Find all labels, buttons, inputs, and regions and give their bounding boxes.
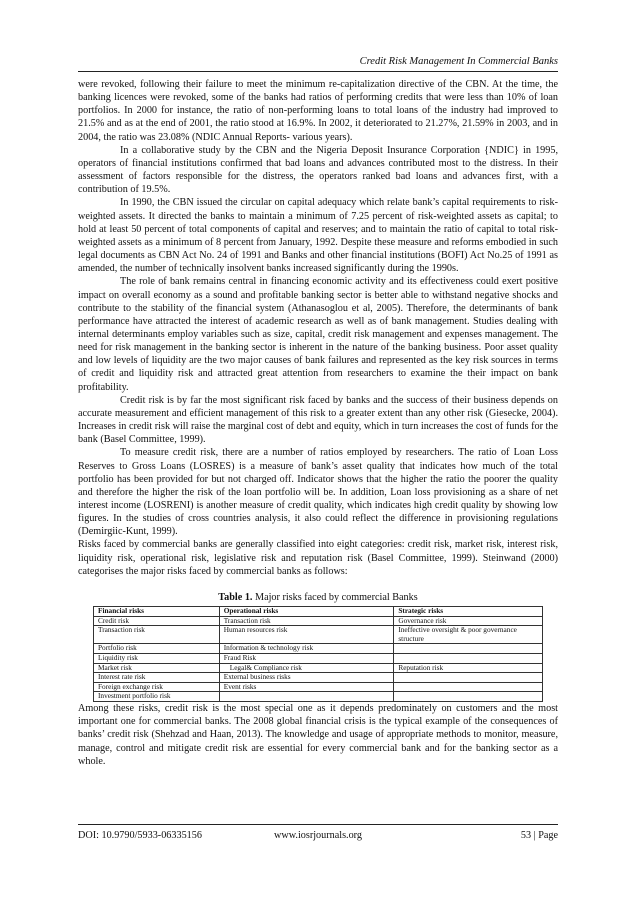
paragraph-ndic-study: In a collaborative study by the CBN and the Nigeria Deposit Insurance Corporation {NDIC} in 1995, operators of financial institutions confirmed that bad loans and advances contributed most to the distress. In their assessment of factors responsible for the distress, the operators ranked bad loans and advances first, with a contribution of 19.5%. [78,144,558,196]
risks-table [93,606,543,702]
running-title: Credit Risk Management In Commercial Banks [359,56,558,67]
table-cell: Information & technology risk [219,644,394,654]
table-cell: External business risks [219,673,394,683]
table-row [94,663,543,673]
table-row [94,673,543,683]
table-caption-label: Table 1. [218,591,253,603]
journal-url: www.iosrjournals.org [273,830,362,841]
table-cell: Reputation risk [394,663,543,673]
paragraph-closing: Among these risks, credit risk is the most special one as it depends predominately on customers and the most important one for commercial banks. The 2008 global financial crisis is the typical example of the consequences of banks’ credit risk (Shehzad and Haan, 2013). The knowledge and usage of appropriate methods to monitor, measure, manage, control and mitigate credit risk are essential for every commercial bank and for the banking sector as a whole. [78,703,558,767]
table-cell [219,692,394,702]
paragraph-capital-adequacy: In 1990, the CBN issued the circular on capital adequacy which relate bank’s capital requirements to risk-weighted assets. It directed the banks to maintain a minimum of 7.25 percent of risk-weighted assets as capital; to hold at least 50 percent of total components of capital and reserves; and to maintain the ratio of capital to total risk-weighted assets as a minimum of 8 percent from January, 1992. Despite these measure and reforms embodied in such legal documents as CBN Act No. 24 of 1991 and Banks and other financial institutions (BOFI) Act No.25 of 1991 as amended, the number of technically insolvent banks increased significantly during the 1990s. [78,197,558,275]
table-cell: Ineffective oversight & poor governance structure [394,626,543,644]
table-cell: Fraud Risk [219,654,394,664]
table-row [94,692,543,702]
table-header-row [94,607,543,617]
table-cell [394,692,543,702]
table-caption-text: Major risks faced by commercial Banks [252,591,418,603]
table-header-strategic: Strategic risks [394,607,543,617]
table-cell [394,654,543,664]
paragraph-risk-categories: Risks faced by commercial banks are generally classified into eight categories: credit risk, market risk, interest risk, liquidity risk, operational risk, legislative risk and reputation risk (Basel Committee, 1999). Steinwand (2000) categorises the major risks faced by commercial banks as follows: [78,539,558,577]
article-body [78,78,558,768]
table-cell: Portfolio risk [94,644,220,654]
paragraph-continuation: were revoked, following their failure to meet the minimum re-capitalization directive of the CBN. At the time, the banking licences were revoked, some of the banks had ratios of performing credits that were less than 10% of loan portfolios. In 2000 for instance, the ratio of non-performing loans to total loans of the industry had improved to 21.5% and as at the end of 2001, the ratio stood at 16.9%. In 2002, it deteriorated to 21.27%, 21.59% in 2003, and in 2004, the ratio was 23.08% (NDIC Annual Reports- various years). [78,79,558,143]
table-caption [78,591,558,604]
table-cell: Credit risk [94,616,220,626]
table-cell: Human resources risk [219,626,394,644]
table-cell [394,673,543,683]
page-number: 53 | Page [520,830,558,841]
table-header-operational: Operational risks [219,607,394,617]
table-cell: Liquidity risk [94,654,220,664]
table-cell: Transaction risk [219,616,394,626]
table-cell: Interest rate risk [94,673,220,683]
table-cell [394,644,543,654]
doi-label: DOI: 10.9790/5933-06335156 [78,830,202,841]
table-cell: Market risk [94,663,220,673]
paragraph-bank-role: The role of bank remains central in financing economic activity and its effectiveness could exert positive impact on overall economy as a sound and profitable banking sector is better able to withstand negative shocks and contribute to the stability of the financial system (Athanasoglou et al, 2005). Therefore, the determinants of bank performance have attracted the interest of academic research as well as of bank management. Studies dealing with internal determinants employ variables such as size, capital, credit risk management and expenses management. The need for risk management in the banking sector is inherent in the nature of the banking business. Poor asset quality and low levels of liquidity are the two major causes of bank failures and represented as the key risk sources in terms of credit and liquidity risk and attracted great attention from researchers to examine the their impact on bank profitability. [78,276,558,393]
paragraph-risk-ratios: To measure credit risk, there are a number of ratios employed by researchers. The ratio of Loan Loss Reserves to Gross Loans (LOSRES) is a measure of bank’s asset quality that indicates how much of the total portfolio has been provided for but not charged off. Indicator shows that the higher the ratio the poorer the quality and therefore the higher the risk of the loan portfolio will be. In addition, Loan loss provisioning as a share of net interest income (LOSRENI) is another measure of credit quality, which indicates high credit quality by showing low figures. In the studies of cross countries analysis, it also could reflect the difference in provisioning regulations (Demirgiic-Kunt, 1999). [78,447,558,538]
table-cell [394,682,543,692]
table-cell: Transaction risk [94,626,220,644]
table-cell: Legal& Compliance risk [219,663,394,673]
footer-divider [78,824,558,825]
header-divider [78,71,558,72]
table-row [94,626,543,644]
table-row [94,654,543,664]
table-header-financial: Financial risks [94,607,220,617]
table-cell: Event risks [219,682,394,692]
table-cell: Foreign exchange risk [94,682,220,692]
paragraph-credit-risk: Credit risk is by far the most significant risk faced by banks and the success of their business depends on accurate measurement and efficient management of this risk to a greater extent than any other risk (Giesecke, 2004). Increases in credit risk will raise the marginal cost of debt and equity, which in turn increases the cost of funds for the bank (Basel Committee, 1999). [78,394,558,446]
table-row [94,644,543,654]
table-cell: Investment portfolio risk [94,692,220,702]
table-cell: Governance risk [394,616,543,626]
